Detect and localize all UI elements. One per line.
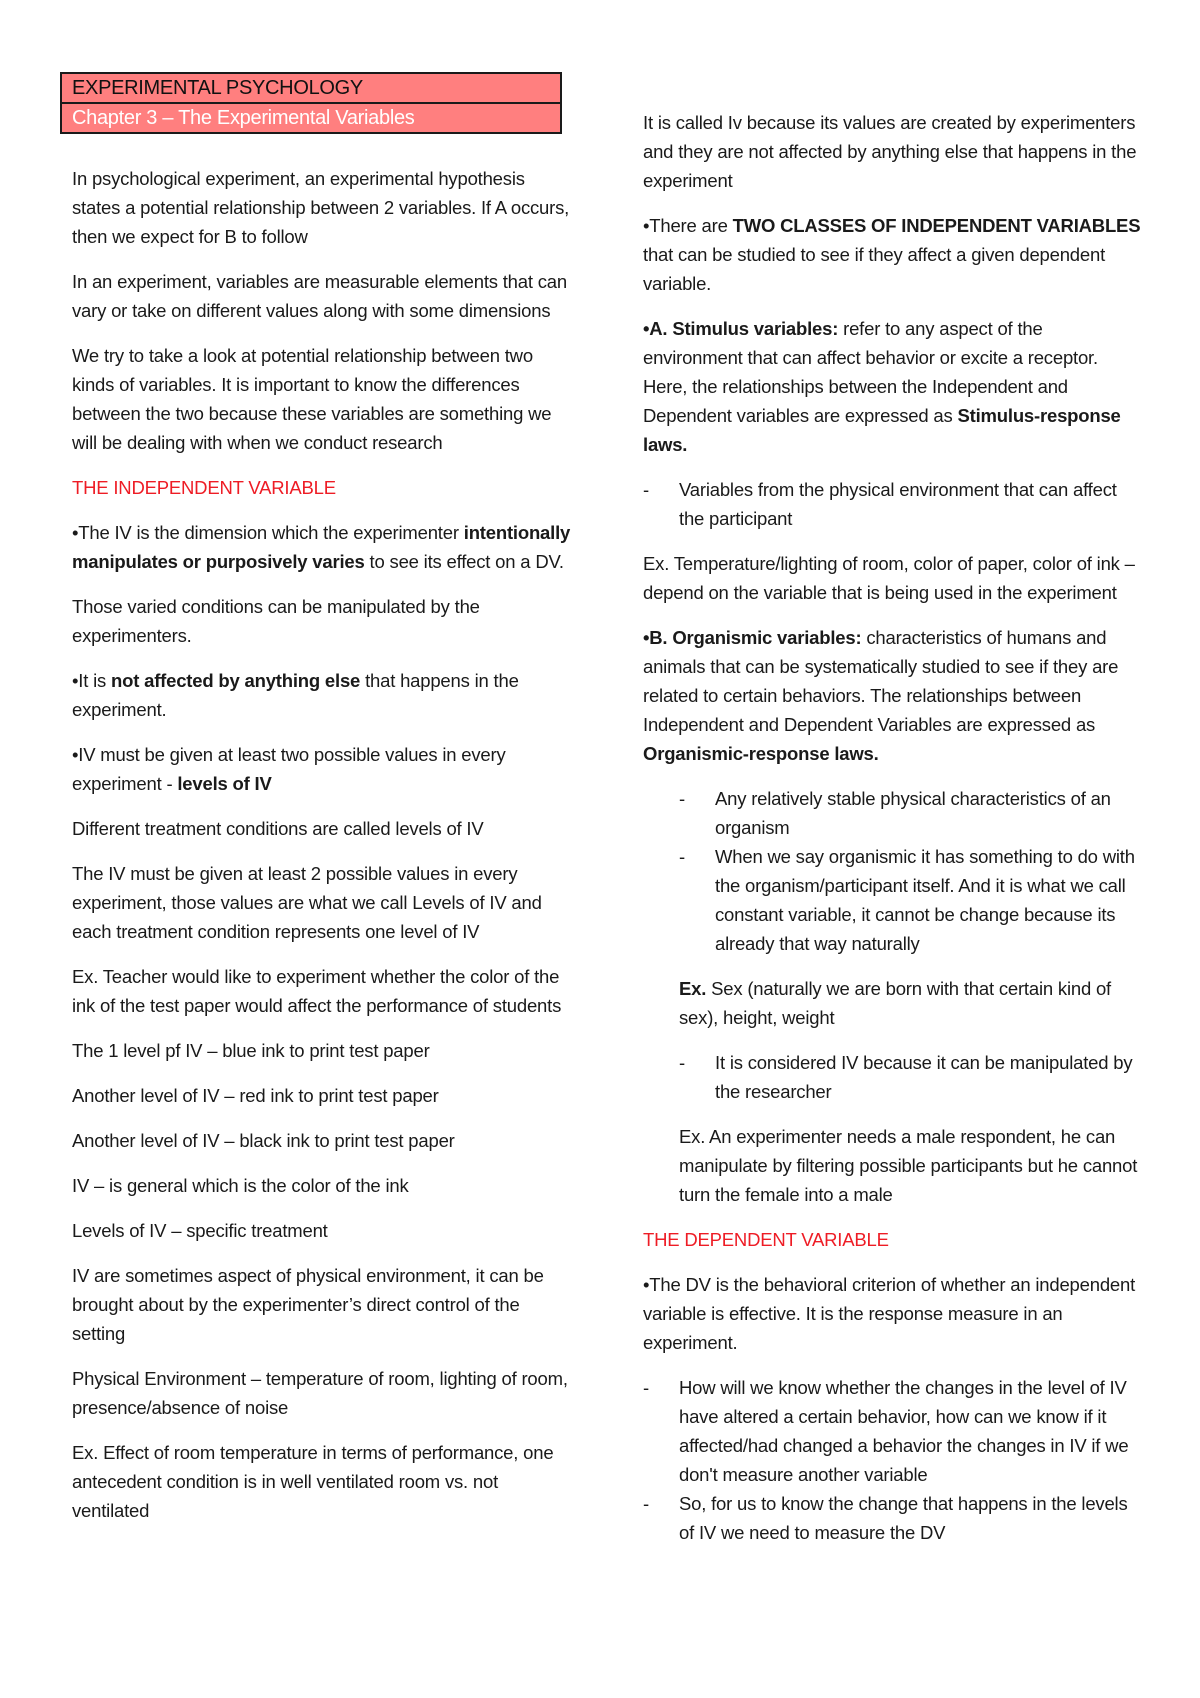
list-item-text: How will we know whether the changes in the level of IV have altered a certain behavior, how can we know if it affected/had changed a behavior the changes in IV if we don't measure another variable — [679, 1377, 1129, 1485]
paragraph: It is called Iv because its values are created by experimenters and they are not affected by anything else that happens in the experiment — [643, 112, 1137, 191]
text-run: Sex (naturally we are born with that certain kind of sex), height, weight — [679, 978, 1111, 1028]
section-heading-dependent-variable: THE DEPENDENT VARIABLE — [643, 1229, 889, 1250]
dash-bullet: - — [679, 846, 685, 867]
paragraph: Physical Environment – temperature of room, lighting of room, presence/absence of noise — [72, 1368, 568, 1418]
paragraph: IV are sometimes aspect of physical environment, it can be brought about by the experimenter’s direct control of the setting — [72, 1265, 544, 1344]
text-run: to see its effect on a DV. — [364, 551, 564, 572]
paragraph: In psychological experiment, an experimental hypothesis states a potential relationship between 2 variables. If A occurs, then we expect for B to follow — [72, 168, 570, 247]
dash-list-item — [643, 1048, 1143, 1106]
paragraph: Ex. Effect of room temperature in terms of performance, one antecedent condition is in well ventilated room vs. not ventilated — [72, 1442, 554, 1521]
paragraph: Those varied conditions can be manipulated by the experimenters. — [72, 596, 480, 646]
list-item-text: When we say organismic it has something to do with the organism/participant itself. And it is what we call constant variable, it cannot be change because its already that way naturally — [715, 846, 1135, 954]
dash-bullet: - — [643, 1377, 649, 1398]
text-run: characteristics of humans and animals that can be systematically studied to see if they are related to certain behaviors. The relationships between Independent and Dependent Variables are expressed as — [643, 627, 1119, 735]
list-item-text: It is considered IV because it can be manipulated by the researcher — [715, 1052, 1133, 1102]
text-run: •IV must be given at least two possible values in every experiment - — [72, 744, 506, 794]
paragraph — [643, 623, 1143, 768]
dash-bullet: - — [679, 788, 685, 809]
paragraph: The IV must be given at least 2 possible values in every experiment, those values are what we call Levels of IV and each treatment condition represents one level of IV — [72, 863, 542, 942]
text-run: refer to any aspect of the environment that can affect behavior or excite a receptor. Here, the relationships between the Independent and Dependent variables are expressed as — [643, 318, 1098, 426]
dash-list-item — [643, 842, 1143, 958]
bold-text: Organismic-response laws. — [643, 743, 879, 764]
bold-text: TWO CLASSES OF INDEPENDENT VARIABLES — [732, 215, 1141, 236]
paragraph: We try to take a look at potential relationship between two kinds of variables. It is important to know the differences between the two because these variables are something we will be dealing with when we conduct research — [72, 345, 552, 453]
dash-bullet: - — [643, 479, 649, 500]
text-run: •The IV is the dimension which the experimenter — [72, 522, 464, 543]
chapter-title: Chapter 3 – The Experimental Variables — [62, 104, 560, 132]
title-box — [60, 72, 562, 134]
section-heading-independent-variable: THE INDEPENDENT VARIABLE — [72, 477, 336, 498]
paragraph: Ex. Temperature/lighting of room, color of paper, color of ink – depend on the variable that is being used in the experiment — [643, 553, 1135, 603]
bold-text: intentionally manipulates or purposively varies — [72, 522, 571, 572]
list-item-text: Any relatively stable physical characteristics of an organism — [715, 788, 1111, 838]
dash-list-item — [643, 475, 1143, 533]
left-column — [72, 164, 572, 1541]
paragraph: Another level of IV – black ink to print test paper — [72, 1130, 455, 1151]
dash-list-item — [643, 1373, 1143, 1489]
paragraph — [643, 211, 1143, 298]
paragraph: Ex. Teacher would like to experiment whether the color of the ink of the test paper would affect the performance of students — [72, 966, 562, 1016]
paragraph: •The DV is the behavioral criterion of whether an independent variable is effective. It is the response measure in an experiment. — [643, 1274, 1136, 1353]
bold-text: levels of IV — [177, 773, 272, 794]
text-run: that can be studied to see if they affect a given dependent variable. — [643, 244, 1106, 294]
paragraph — [72, 518, 572, 576]
dash-bullet: - — [679, 1052, 685, 1073]
paragraph: Another level of IV – red ink to print test paper — [72, 1085, 439, 1106]
paragraph: Levels of IV – specific treatment — [72, 1220, 328, 1241]
paragraph: Different treatment conditions are called levels of IV — [72, 818, 484, 839]
text-run: •There are — [643, 215, 733, 236]
paragraph — [72, 740, 572, 798]
list-item-text: So, for us to know the change that happens in the levels of IV we need to measure the DV — [679, 1493, 1128, 1543]
bold-text: •B. Organismic variables: — [643, 627, 862, 648]
dash-list-item — [643, 784, 1143, 842]
text-run: that happens in the experiment. — [72, 670, 519, 720]
paragraph: IV – is general which is the color of the ink — [72, 1175, 409, 1196]
list-item-text: Variables from the physical environment that can affect the participant — [679, 479, 1117, 529]
paragraph — [643, 314, 1143, 459]
right-column — [643, 108, 1143, 1563]
paragraph: Ex. An experimenter needs a male respondent, he can manipulate by filtering possible participants but he cannot turn the female into a male — [679, 1126, 1138, 1205]
paragraph: In an experiment, variables are measurable elements that can vary or take on different values along with some dimensions — [72, 271, 567, 321]
dash-list-item — [643, 1489, 1143, 1547]
bold-text: not affected by anything else — [111, 670, 361, 691]
document-title: EXPERIMENTAL PSYCHOLOGY — [62, 74, 560, 104]
dash-bullet: - — [643, 1493, 649, 1514]
bold-text: Ex. — [679, 978, 707, 999]
text-run: •It is — [72, 670, 111, 691]
bold-text: Stimulus-response laws. — [643, 405, 1121, 455]
paragraph: The 1 level pf IV – blue ink to print test paper — [72, 1040, 430, 1061]
bold-text: •A. Stimulus variables: — [643, 318, 839, 339]
paragraph — [643, 974, 1143, 1032]
paragraph — [72, 666, 572, 724]
